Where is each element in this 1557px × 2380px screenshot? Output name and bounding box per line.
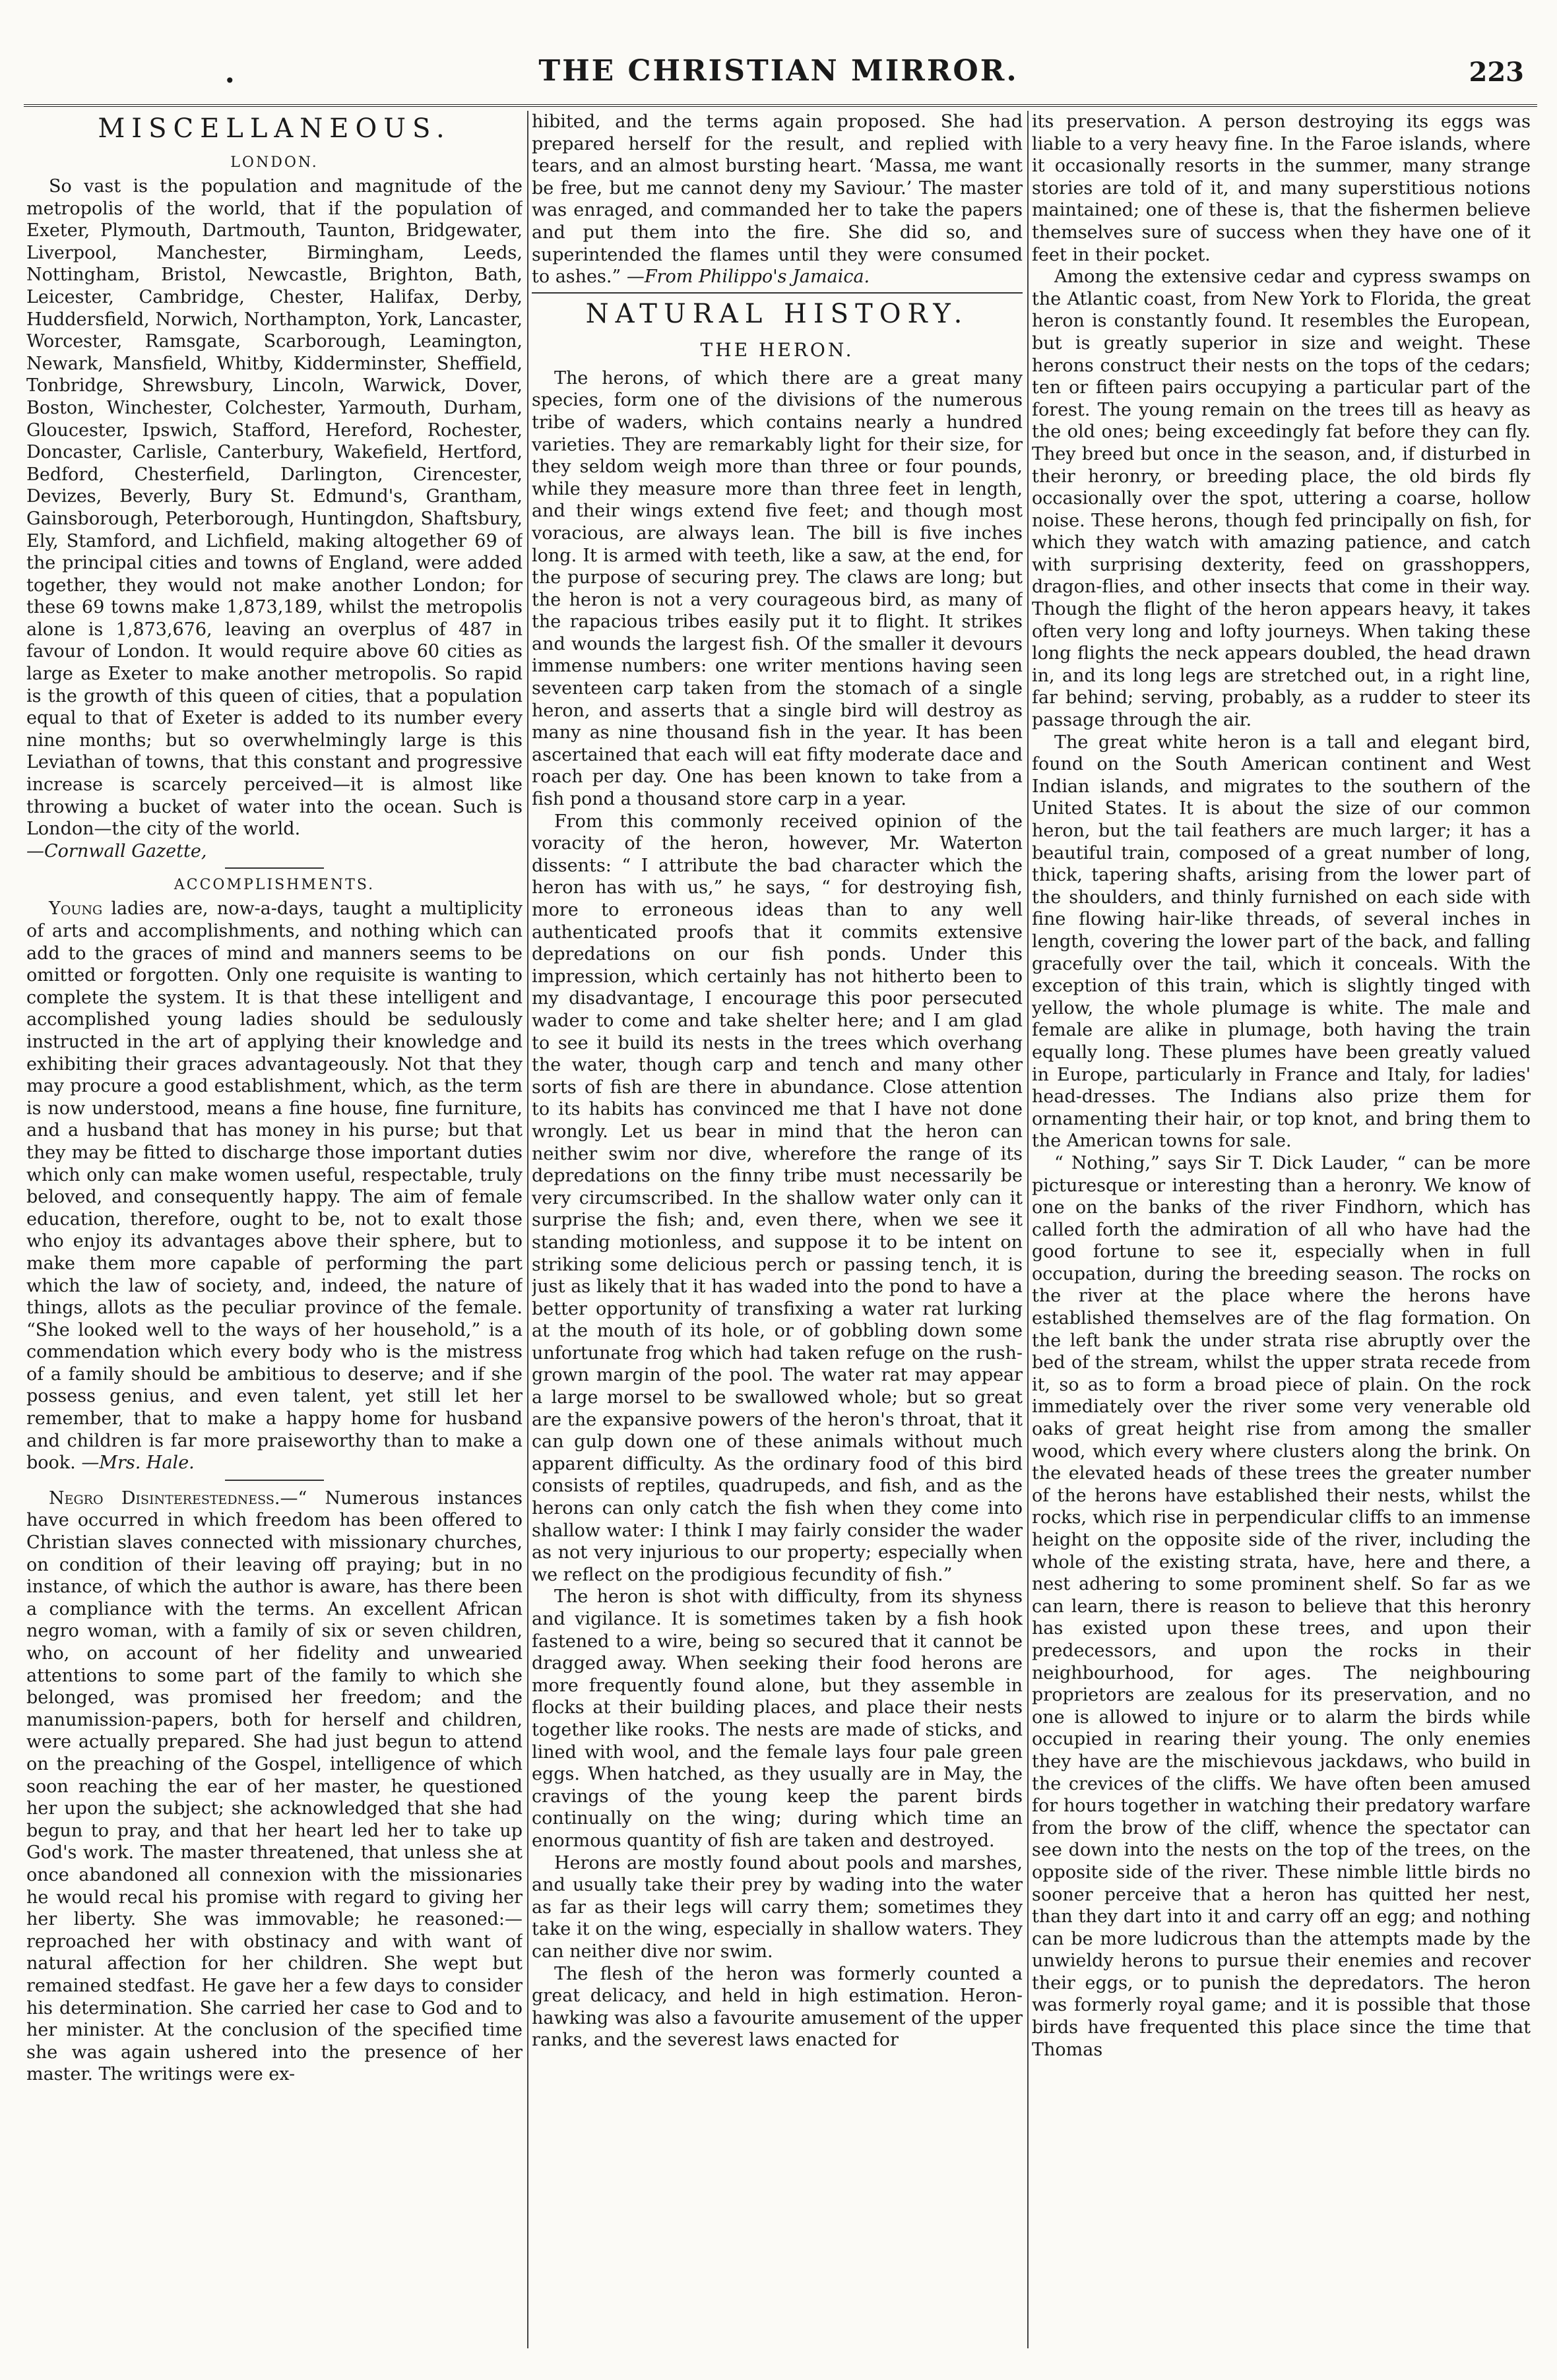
print-mark: •: [224, 70, 236, 92]
article-source-accomplishments: —Mrs. Hale.: [81, 1453, 195, 1474]
lead-word: Young: [49, 898, 103, 920]
running-title: THE CHRISTIAN MIRROR.: [538, 54, 1019, 88]
section-title-miscellaneous: MISCELLANEOUS.: [98, 113, 451, 144]
paragraph: its preservation. A person destroying its eggs was liable to a very heavy fine. In the Faroe islands, where it occasionally resorts in the summer, many strange stories are told of it, and many superstitious notions maintained; one of these is, that the fishermen believe themselves sure of success when they have one of it feet in their pocket.: [1032, 111, 1531, 265]
column-3: [1032, 111, 1531, 2348]
paragraph: The herons, of which there are a great many species, form one of the divisions of the numerous tribe of waders, which contains nearly a hundred varieties. They are remarkably light for their size, for they seldom weigh more than three or four pounds, while they measure more than three feet in length, and their wings extend five feet; and though most voracious, are always lean. The bill is five inches long. It is armed with teeth, like a saw, at the end, for the purpose of securing prey. The claws are long; but the heron is not a very courageous bird, as many of the rapacious tribes easily put it to flight. It strikes and wounds the largest fish. Of the smaller it devours immense numbers: one writer mentions having seen seventeen carp taken from the stomach of a single heron, and asserts that a single bird will destroy as many as nine thousand fish in the year. It has been ascertained that each will eat fifty moderate dace and roach per day. One has been known to take from a fish pond a thousand store carp in a year.: [532, 367, 1023, 810]
lead-heading: Negro Disinterestedness.: [49, 1488, 280, 1509]
article-heading-london: LONDON.: [230, 154, 319, 171]
article-divider: [225, 867, 324, 869]
article-body-london: So vast is the population and magnitude of the metropolis of the world, that if the population of Exeter, Plymouth, Dartmouth, Taunton, Bridgewater, Liverpool, Manchester, Birmingham, Leeds, Nottingham, Bristol, Newcastle, Brighton, Bath, Leicester, Cambridge, Chester, Halifax, Derby, Huddersfield, Norwich, Northampton, York, Lancaster, Worcester, Ramsgate, Scarborough, Leamington, Newark, Mansfield, Whitby, Kidderminster, Sheffield, Tonbridge, Shrewsbury, Lincoln, Warwick, Dover, Boston, Winchester, Colchester, Yarmouth, Durham, Gloucester, Ipswich, Stafford, Hereford, Rochester, Doncaster, Carlisle, Canterbury, Wakefield, Hertford, Bedford, Chesterfield, Darlington, Cirencester, Devizes, Beverly, Bury St. Edmund's, Grantham, Gainsborough, Peterborough, Huntingdon, Shaftsbury, Ely, Stamford, and Lichfield, making altogether 69 of the principal cities and towns of England, were added together, they would not make another London; for these 69 towns make 1,873,189, whilst the metropolis alone is 1,873,676, leaving an overplus of 487 in favour of London. It would require above 60 cities as large as Exeter to make another metropolis. So rapid is the growth of this queen of cities, that a population equal to that of Exeter is added to its number every nine months; but so overwhelmingly large is this Leviathan of towns, that this constant and progressive increase is scarcely perceived—it is almost like throwing a bucket of water into the ocean. Such is London—the city of the world.: [26, 176, 523, 840]
section-divider: [532, 292, 1023, 294]
paragraph: Herons are mostly found about pools and marshes, and usually take their prey by wading into the water as far as their legs will carry them; sometimes they take it on the wing, especially in shallow waters. They can neither dive nor swim.: [532, 1852, 1023, 1962]
paragraph: Among the extensive cedar and cypress swamps on the Atlantic coast, from New York to Florida, the great heron is constantly found. It resembles the European, but is greatly superior in size and weight. These herons construct their nests on the tops of the cedars; ten or fifteen pairs occupying a particular part of the forest. The young remain on the trees till as heavy as the old ones; being exceedingly fat before they can fly. They breed but once in the season, and, if disturbed in their heronry, or breeding place, the old birds fly occasionally over the spot, uttering a coarse, hollow noise. These herons, though fed principally on fish, for which they watch with amazing patience, and catch with surprising dexterity, feed on grasshoppers, dragon-flies, and other insects that come in their way. Though the flight of the heron appears heavy, it takes often very long and lofty journeys. When taking these long flights the neck appears doubled, the head drawn in, and its long legs are stretched out, in a right line, far behind; serving, probably, as a rudder to steer its passage through the air.: [1032, 266, 1531, 731]
paragraph: The heron is shot with difficulty, from its shyness and vigilance. It is sometimes taken by a fish hook fastened to a wire, being so secured that it cannot be dragged away. When seeking their food herons are more frequently found alone, but they assemble in flocks at their building places, and place their nests together like rooks. The nests are made of sticks, and lined with wool, and the female lays four pale green eggs. When hatched, as they usually are in May, the cravings of the young keep the parent birds continually on the wing; during which time an enormous quantity of fish are taken and destroyed.: [532, 1586, 1023, 1851]
article-text: ladies are, now-a-days, taught a multiplicity of arts and accomplishments, and nothing which can add to the graces of mind and manners seems to be omitted or forgotten. Only one requisite is wanting to complete the system. It is that these intelligent and accomplished young ladies should be sedulously instructed in the art of applying their knowledge and exhibiting their graces advantageously. Not that they may procure a good establishment, which, as the term is now understood, means a fine house, fine furniture, and a husband that has money in his purse; but that they may be fitted to discharge those important duties which only can make women useful, respectable, truly beloved, and consequently happy. The aim of female education, therefore, ought to be, not to exalt those who enjoy its advantages above their sphere, but to make them more capable of performing the part which the law of society, and, indeed, the nature of things, allots as the peculiar province of the female. “She looked well to the ways of her household,” is a commendation which every body who is the mistress of a family should be ambitious to deserve; and if she possess genius, and even talent, yet still let her remember, that to make a happy home for husband and children is far more praiseworthy than to make a book.: [26, 898, 523, 1474]
section-title-natural-history: NATURAL HISTORY.: [585, 298, 969, 329]
paragraph: From this commonly received opinion of the voracity of the heron, however, Mr. Waterton dissents: “ I attribute the bad character which the heron has with us,” he says, “ for destroying fish, more to erroneous ideas than to any well authenticated proofs that it commits extensive depredations on our fish ponds. Under this impression, which certainly has not hitherto been to my disadvantage, I encourage this poor persecuted wader to come and take shelter here; and I am glad to see it build its nests in the trees which overhang the water, though carp and tench and many other sorts of fish are there in abundance. Close attention to its habits has convinced me that I have not done wrongly. Let us bear in mind that the heron can neither swim nor dive, wherefore the range of its depredations on the finny tribe must necessarily be very circumscribed. In the shallow water only can it surprise the fish; and, even there, when we see it standing motionless, and suppose it to be intent on striking some delicious perch or passing tench, it is just as likely that it has waded into the pond to have a better opportunity of transfixing a water rat lurking at the mouth of its hole, or of gobbling down some unfortunate frog which had taken refuge on the rush-grown margin of the pool. The water rat may appear a large morsel to be swallowed whole; but so great are the expansive powers of the heron's throat, that it can gulp down one of these animals without much apparent difficulty. As the ordinary food of this bird consists of reptiles, quadrupeds, and fish, and as the herons can only catch the fish when they come into shallow water: I think I may fairly consider the wader as not very injurious to our property; especially when we reflect on the prodigious fecundity of fish.”: [532, 811, 1023, 1585]
paragraph: The great white heron is a tall and elegant bird, found on the South American continent and West Indian islands, and migrates to the southern of the United States. It is about the size of our common heron, but the tail feathers are much larger; it has a beautiful train, composed of a great number of long, thick, tapering shafts, arising from the lower part of the shoulders, and thinly furnished on each side with fine flowing hair-like threads, of several inches in length, covering the lower part of the back, and falling gracefully over the tail, which it conceals. With the exception of this train, which is slightly tinged with yellow, the whole plumage is white. The male and female are alike in plumage, both having the train equally long. These plumes have been greatly valued in Europe, particularly in France and Italy, for ladies' head-dresses. The Indians also prize them for ornamenting their hair, or top knot, and bring them to the American towns for sale.: [1032, 732, 1531, 1152]
article-heading-heron: THE HERON.: [700, 338, 854, 361]
article-text: —“ Numerous instances have occurred in which freedom has been offered to Christian slaves connected with missionary churches, on condition of their leaving off praying; but in no instance, of which the author is aware, has there been a compliance with the terms. An excellent African negro woman, with a family of six or seven children, who, on account of her fidelity and unwearied attentions to some part of the family to which she belonged, was promised her freedom; and the manumission-papers, both for herself and children, were actually prepared. She had just begun to attend on the preaching of the Gospel, intelligence of which soon reaching the ear of her master, he questioned her upon the subject; she acknowledged that she had begun to pray, and that her heart led her to take up God's work. The master threatened, that unless she at once abandoned all connexion with the missionaries he would recal his promise with regard to giving her her liberty. She was immovable; he reasoned:—reproached her with obstinacy and with want of natural affection for her children. She wept but remained stedfast. He gave her a few days to consider his determination. She carried her case to God and to her minister. At the conclusion of the specified time she was again ushered into the presence of her master. The writings were ex-: [26, 1488, 523, 2085]
article-body-negro: [26, 1488, 523, 2086]
paragraph: “ Nothing,” says Sir T. Dick Lauder, “ can be more picturesque or interesting than a heronry. We know of one on the banks of the river Findhorn, which has called forth the admiration of all who have had the good fortune to see it, especially when in full occupation, during the breeding season. The rocks on the river at the place where the herons have established themselves are of the flag formation. On the left bank the under strata rise abruptly over the bed of the stream, whilst the upper strata recede from it, so as to form a broad piece of plain. On the rock immediately over the river some very venerable old oaks of great height rise from among the smaller wood, which every where clusters along the brink. On the elevated heads of these trees the greater number of the herons have established their nests, whilst the rocks, which rise in perpendicular cliffs to an immense height on the opposite side of the river, including the whole of the existing strata, have, here and there, a nest adhering to some prominent shelf. So far as we can learn, there is reason to believe that this heronry has existed upon these trees, and upon their predecessors, and upon the rocks in their neighbourhood, for ages. The neighbouring proprietors are zealous for its preservation, and no one is allowed to injure or to alarm the birds while occupied in rearing their young. The only enemies they have are the mischievous jackdaws, who build in the crevices of the cliffs. We have often been amused for hours together in watching their predatory warfare from the brow of the cliff, whence the spectator can see down into the nests on the top of the trees, on the opposite side of the river. These nimble little birds no sooner perceive that a heron has quitted her nest, than they dart into it and carry off an egg; and nothing can be more ludicrous than the attempts made by the unwieldy herons to pursue their enemies and recover their eggs, or to punish the depredators. The heron was formerly royal game; and it is possible that those birds have frequented this place since the time that Thomas: [1032, 1152, 1531, 2060]
paragraph: The flesh of the heron was formerly counted a great delicacy, and held in high estimation. Heron-hawking was also a favourite amusement of the upper ranks, and the severest laws enacted for: [532, 1963, 1023, 2051]
article-heading-accomplishments: ACCOMPLISHMENTS.: [174, 877, 375, 894]
column-divider: [1027, 111, 1029, 2348]
article-text: hibited, and the terms again proposed. She had prepared herself for the result, and replied with tears, and an almost bursting heart. ‘Massa, me want be free, but me cannot deny my Saviour.’ The master was enraged, and commanded her to take the papers and put them into the fire. She did so, and superintended the flames until they were consumed to ashes.”: [532, 111, 1023, 288]
page-header: [26, 46, 1531, 106]
article-source-jamaica: —From Philippo's Jamaica.: [626, 266, 870, 288]
header-rule: [24, 104, 1537, 107]
column-2: [532, 111, 1023, 2348]
column-1: [26, 111, 523, 2348]
article-source-london: —Cornwall Gazette,: [26, 840, 207, 861]
page-number: 223: [1469, 57, 1524, 88]
article-body-accomplishments: [26, 898, 523, 1474]
article-divider: [225, 1480, 324, 1481]
continued-text: [532, 111, 1023, 288]
column-divider: [527, 111, 528, 2348]
